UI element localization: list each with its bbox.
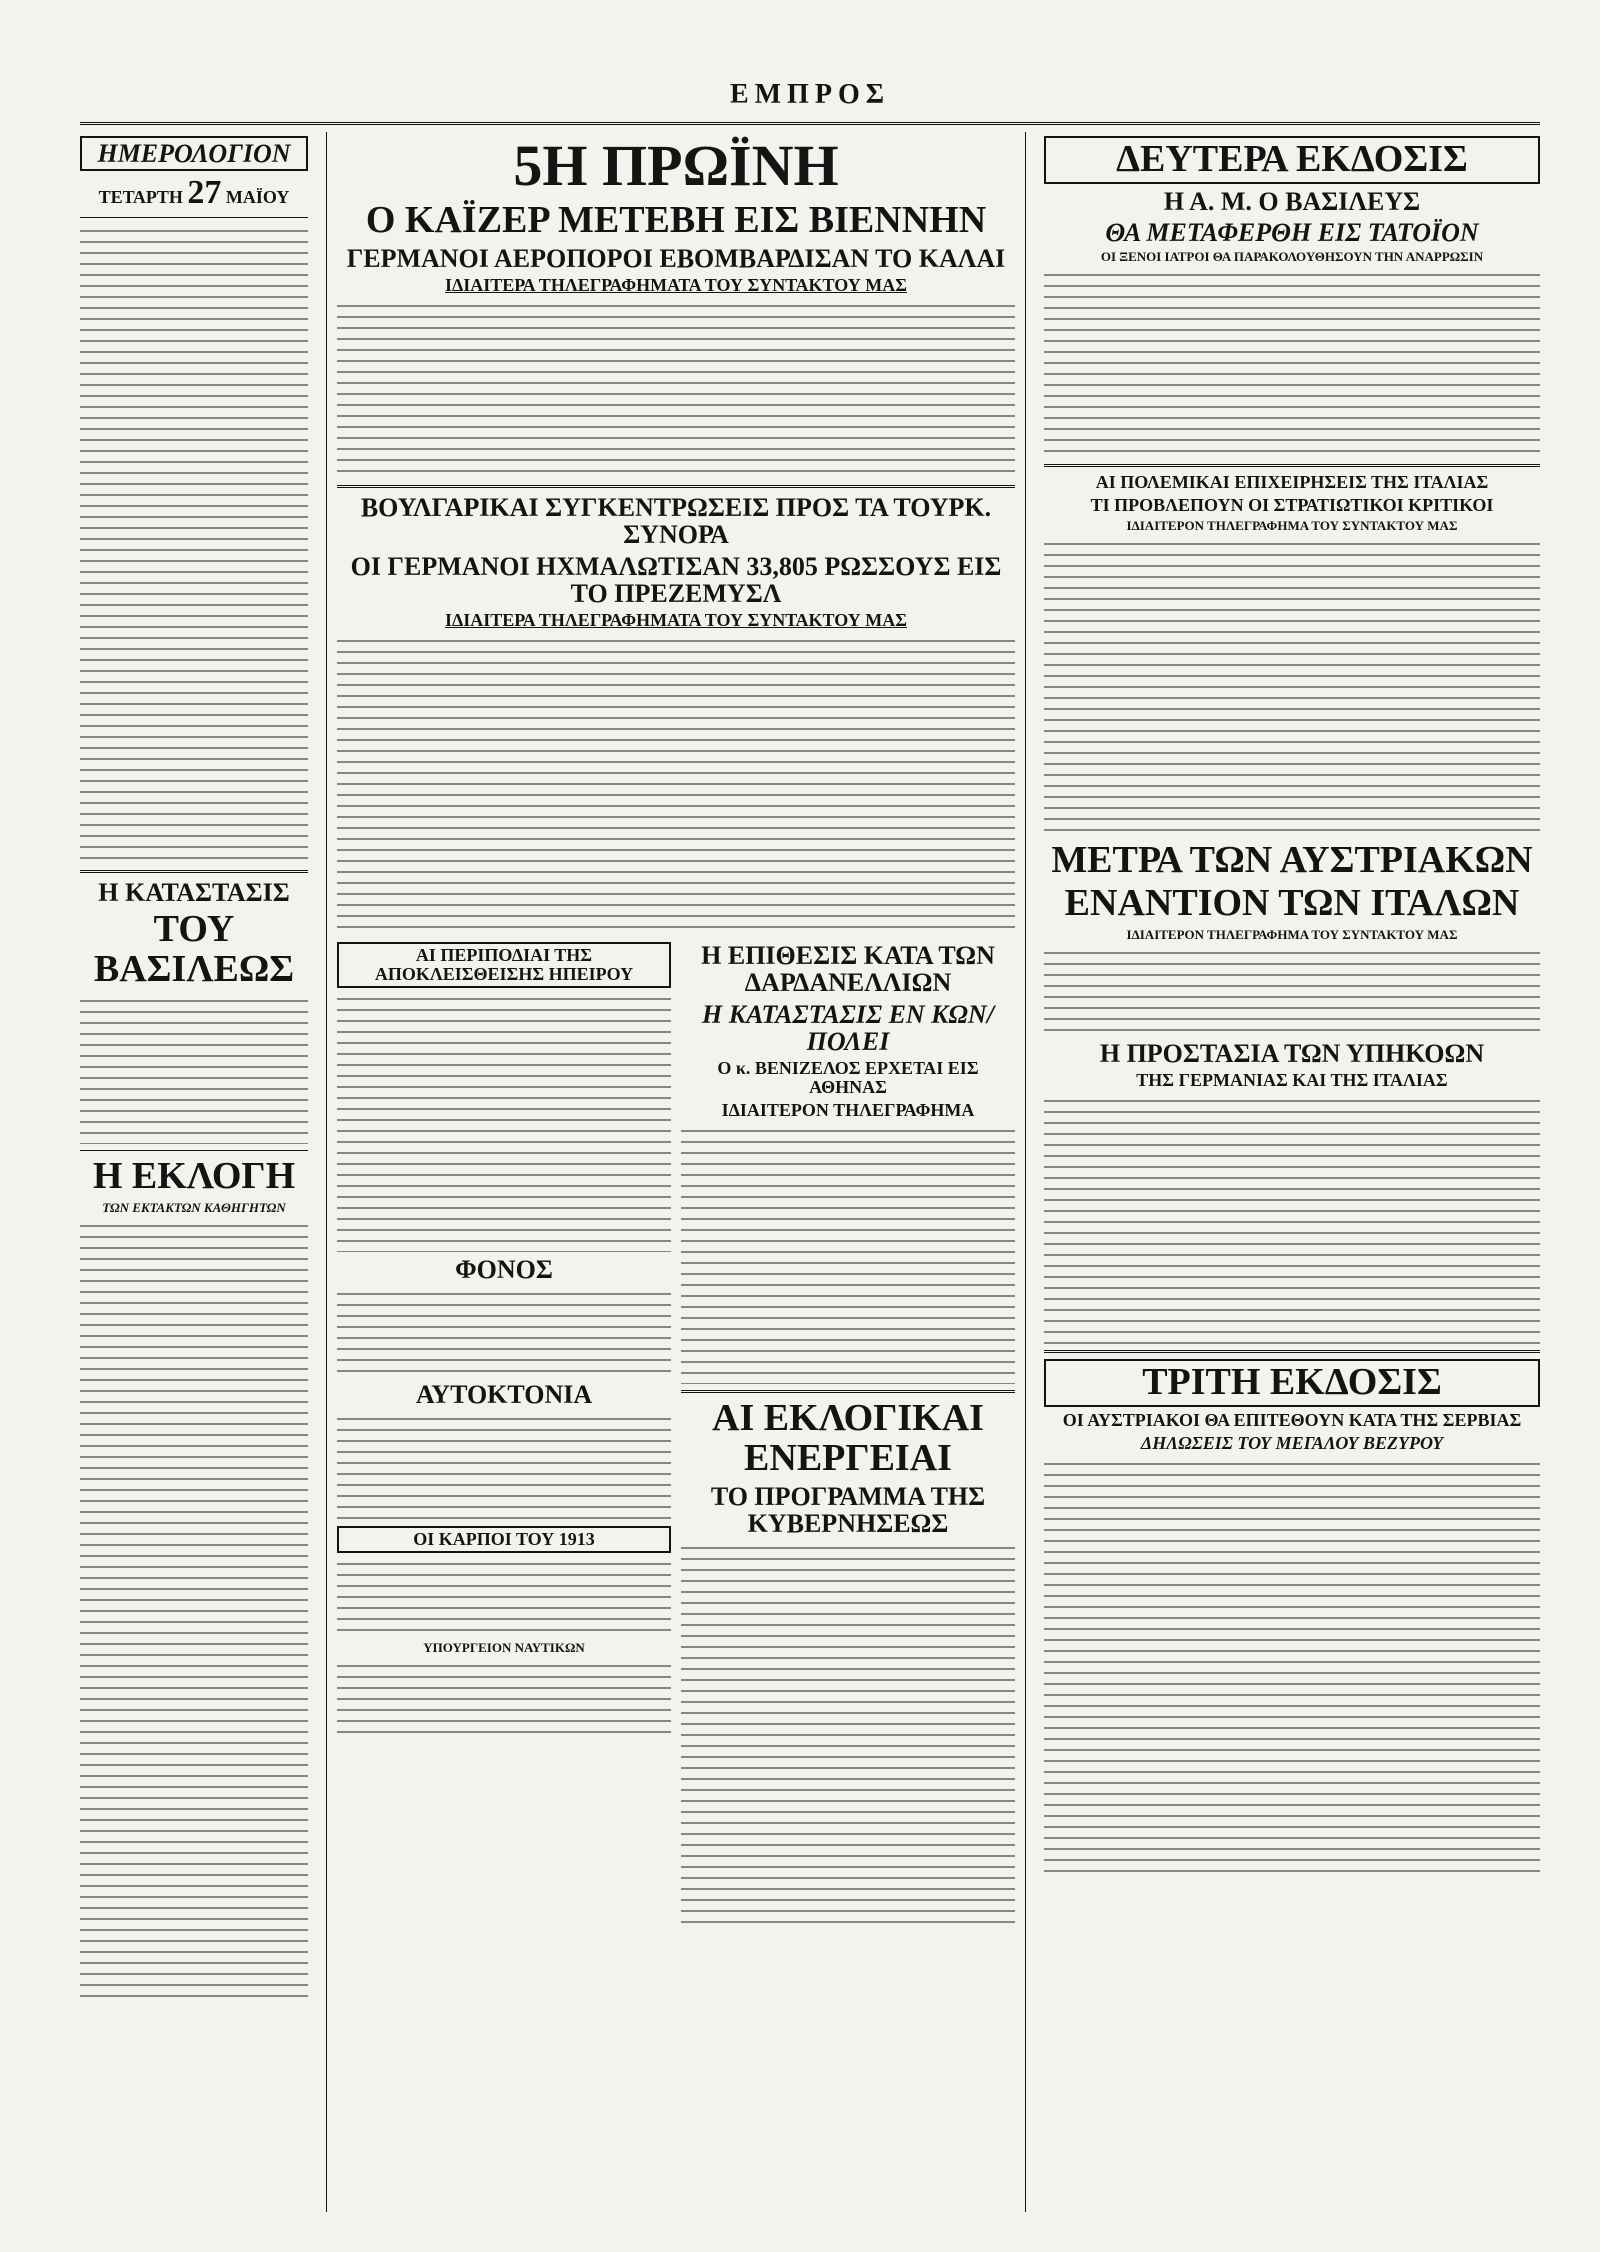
subheadline-przemysl: ΟΙ ΓΕΡΜΑΝΟΙ ΗΧΜΑΛΩΤΙΣΑΝ 33,805 ΡΩΣΣΟΥΣ ΕΙΣ ΤΟ ΠΡΕΖΕΜΥΣΛ xyxy=(350,551,1002,608)
calendar-title: ΗΜΕΡΟΛΟΓΙΟΝ xyxy=(80,136,308,171)
masthead-name: ΕΜΠΡΟΣ xyxy=(729,79,891,110)
divider xyxy=(80,870,308,873)
calendar-month: ΜΑΪΟΥ xyxy=(225,187,290,208)
right-column xyxy=(1044,132,1540,2212)
lower-right xyxy=(681,938,1015,1935)
tatoi-headline: ΘΑ ΜΕΤΑΦΕΡΘΗ ΕΙΣ ΤΑΤΟΪΟΝ xyxy=(1105,218,1479,248)
text-body xyxy=(1044,1094,1540,1344)
text-body xyxy=(80,224,308,864)
headline-bulgarian: ΒΟΥΛΓΑΡΙΚΑΙ ΣΥΓΚΕΝΤΡΩΣΕΙΣ ΠΡΟΣ ΤΑ ΤΟΥΡΚ. ΣΥΝΟΡΑ xyxy=(360,492,992,550)
divider xyxy=(80,217,308,218)
king-headline: Η Α. Μ. Ο ΒΑΣΙΛΕΥΣ xyxy=(1163,186,1421,216)
lower-split xyxy=(337,938,1015,1935)
masthead xyxy=(80,70,1540,125)
italy-headline: ΑΙ ΠΟΛΕΜΙΚΑΙ ΕΠΙΧΕΙΡΗΣΕΙΣ ΤΗΣ ΙΤΑΛΙΑΣ xyxy=(1095,472,1489,493)
subjects-headline: Η ΠΡΟΣΤΑΣΙΑ ΤΩΝ ΥΠΗΚΟΩΝ xyxy=(1099,1038,1485,1068)
telegram-label: ΙΔΙΑΙΤΕΡΟΝ ΤΗΛΕΓΡΑΦΗΜΑ ΤΟΥ ΣΥΝΤΑΚΤΟΥ ΜΑΣ xyxy=(1126,517,1458,533)
constantinople-title: Η ΚΑΤΑΣΤΑΣΙΣ ΕΝ ΚΩΝ/ΠΟΛΕΙ xyxy=(702,999,994,1056)
calendar-day-number: 27 xyxy=(187,174,222,212)
king-title-2: ΤΟΥ ΒΑΣΙΛΕΩΣ xyxy=(93,908,295,991)
text-body xyxy=(681,1541,1015,1931)
text-body xyxy=(337,1557,671,1637)
divider xyxy=(1044,1350,1540,1353)
lower-left xyxy=(337,938,671,1935)
telegram-label: ΙΔΙΑΙΤΕΡΟΝ ΤΗΛΕΓΡΑΦΗΜΑ ΤΟΥ ΣΥΝΤΑΚΤΟΥ ΜΑΣ xyxy=(1126,927,1458,943)
election-title: Η ΕΚΛΟΓΗ xyxy=(92,1155,296,1198)
calendar-day: ΤΕΤΑΡΤΗ xyxy=(98,187,183,208)
second-edition-title: ΔΕΥΤΕΡΑ ΕΚΔΟΣΙΣ xyxy=(1044,136,1540,184)
divider xyxy=(681,1390,1015,1393)
divider xyxy=(80,1150,308,1151)
text-body xyxy=(1044,537,1540,837)
crops-title: ΟΙ ΚΑΡΠΟΙ ΤΟΥ 1913 xyxy=(337,1526,671,1553)
serbia-headline: ΟΙ ΑΥΣΤΡΙΑΚΟΙ ΘΑ ΕΠΙΤΕΘΟΥΝ ΚΑΤΑ ΤΗΣ ΣΕΡΒΙΑΣ xyxy=(1062,1410,1522,1431)
divider xyxy=(1044,464,1540,467)
text-body xyxy=(337,1412,671,1522)
text-body xyxy=(337,634,1015,934)
left-column xyxy=(80,132,308,2212)
doctors-headline: ΟΙ ΞΕΝΟΙ ΙΑΤΡΟΙ ΘΑ ΠΑΡΑΚΟΛΟΥΘΗΣΟΥΝ ΤΗΝ ΑΝΑΡΡΩΣΙΝ xyxy=(1100,249,1484,265)
telegrams-label: ΙΔΙΑΙΤΕΡΑ ΤΗΛΕΓΡΑΦΗΜΑΤΑ ΤΟΥ ΣΥΝΤΑΚΤΟΥ ΜΑΣ xyxy=(444,610,908,631)
subjects-subheadline: ΤΗΣ ΓΕΡΜΑΝΙΑΣ ΚΑΙ ΤΗΣ ΙΤΑΛΙΑΣ xyxy=(1136,1070,1448,1091)
edition-title: 5Η ΠΡΩΪΝΗ xyxy=(513,133,839,198)
elections-title: ΑΙ ΕΚΛΟΓΙΚΑΙ ΕΝΕΡΓΕΙΑΙ xyxy=(712,1396,984,1479)
divider xyxy=(337,485,1015,488)
text-body xyxy=(1044,946,1540,1036)
navy-title: ΥΠΟΥΡΓΕΙΟΝ ΝΑΥΤΙΚΩΝ xyxy=(423,1640,585,1656)
telegram-label: ΙΔΙΑΙΤΕΡΟΝ ΤΗΛΕΓΡΑΦΗΜΑ xyxy=(721,1100,975,1121)
text-body xyxy=(1044,1457,1540,1877)
calendar-date xyxy=(80,175,308,211)
third-edition-title: ΤΡΙΤΗ ΕΚΔΟΣΙΣ xyxy=(1044,1359,1540,1407)
headline-kaiser: Ο ΚΑΪΖΕΡ ΜΕΤΕΒΗ ΕΙΣ ΒΙΕΝΝΗΝ xyxy=(365,198,987,241)
text-body xyxy=(80,1219,308,1999)
venizelos-title: Ο κ. ΒΕΝΙΖΕΛΟΣ ΕΡΧΕΤΑΙ ΕΙΣ ΑΘΗΝΑΣ xyxy=(717,1058,979,1098)
text-body xyxy=(80,994,308,1144)
dardanelles-title: Η ΕΠΙΘΕΣΙΣ ΚΑΤΑ ΤΩΝ ΔΑΡΔΑΝΕΛΛΙΩΝ xyxy=(701,941,995,998)
center-column xyxy=(326,132,1026,2212)
text-body xyxy=(337,1659,671,1739)
text-body xyxy=(337,1287,671,1377)
text-body xyxy=(337,299,1015,479)
critics-headline: ΤΙ ΠΡΟΒΛΕΠΟΥΝ ΟΙ ΣΤΡΑΤΙΩΤΙΚΟΙ ΚΡΙΤΙΚΟΙ xyxy=(1090,495,1494,516)
murder-title: ΦΟΝΟΣ xyxy=(455,1254,553,1284)
subheadline-calais: ΓΕΡΜΑΝΟΙ ΑΕΡΟΠΟΡΟΙ ΕΒΟΜΒΑΡΔΙΣΑΝ ΤΟ ΚΑΛΑΙ xyxy=(346,243,1006,273)
epirus-title: ΑΙ ΠΕΡΙΠΟΔΙΑΙ ΤΗΣ ΑΠΟΚΛΕΙΣΘΕΙΣΗΣ ΗΠΕΙΡΟΥ xyxy=(337,942,671,988)
austrian-headline-1: ΜΕΤΡΑ ΤΩΝ ΑΥΣΤΡΙΑΚΩΝ xyxy=(1051,838,1533,881)
king-title-1: Η ΚΑΤΑΣΤΑΣΙΣ xyxy=(98,877,290,907)
telegrams-label: ΙΔΙΑΙΤΕΡΑ ΤΗΛΕΓΡΑΦΗΜΑΤΑ ΤΟΥ ΣΥΝΤΑΚΤΟΥ ΜΑΣ xyxy=(444,275,908,296)
text-body xyxy=(1044,268,1540,458)
programme-title: ΤΟ ΠΡΟΓΡΑΜΜΑ ΤΗΣ ΚΥΒΕΡΝΗΣΕΩΣ xyxy=(710,1481,986,1538)
text-body xyxy=(337,992,671,1252)
text-body xyxy=(681,1124,1015,1384)
election-subtitle: ΤΩΝ ΕΚΤΑΚΤΩΝ ΚΑΘΗΓΗΤΩΝ xyxy=(102,1199,286,1215)
vizier-headline: ΔΗΛΩΣΕΙΣ ΤΟΥ ΜΕΓΑΛΟΥ ΒΕΖΥΡΟΥ xyxy=(1140,1432,1444,1453)
suicide-title: ΑΥΤΟΚΤΟΝΙΑ xyxy=(415,1380,593,1410)
austrian-headline-2: ΕΝΑΝΤΙΟΝ ΤΩΝ ΙΤΑΛΩΝ xyxy=(1064,882,1520,925)
